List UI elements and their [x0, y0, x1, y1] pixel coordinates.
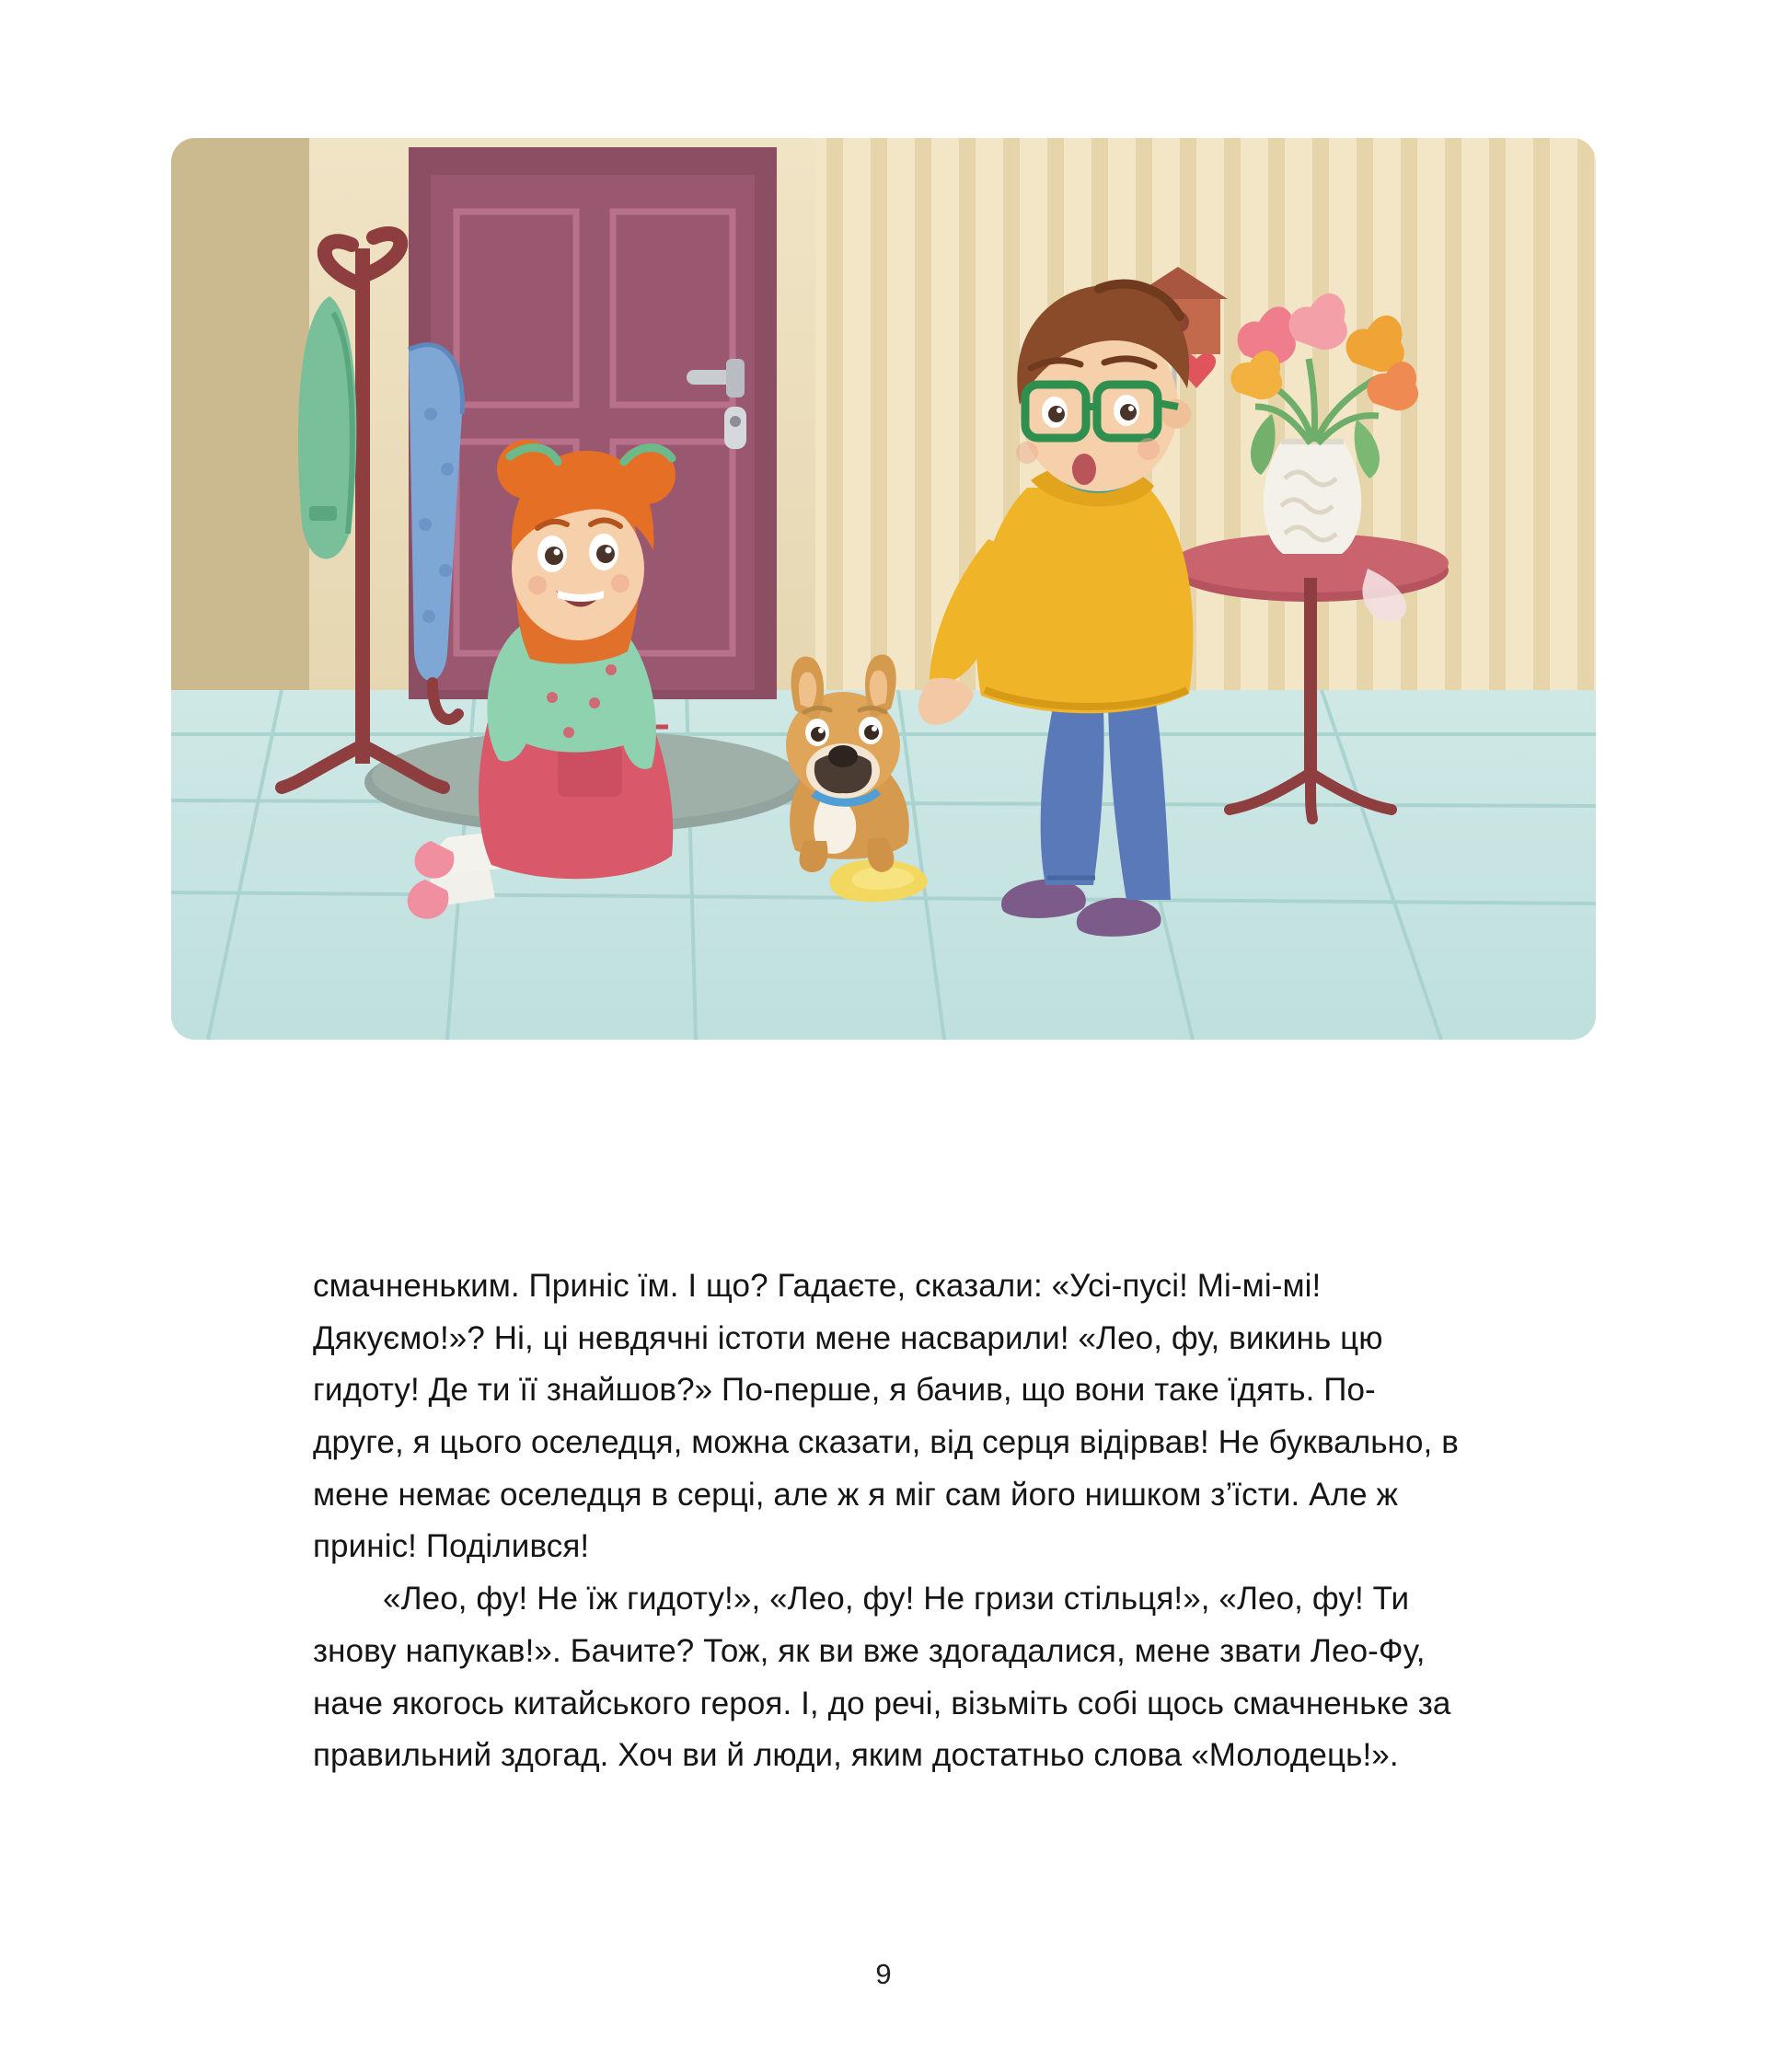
- illustration-container: [171, 138, 1596, 1040]
- hallway-illustration: [171, 138, 1596, 1040]
- body-text: [313, 1260, 1463, 1782]
- illustration-artwork: [171, 138, 1596, 1040]
- paragraph-1: смачненьким. Приніс їм. І що? Гадаєте, сказали: «Усі-пусі! Мі-мі-мі! Дякуємо!»? Ні, ці невдячні істоти мене насварили! «Лео, фу, викинь цю гидоту! Де ти її знайшов?» По-перше, я бачив, що вони таке їдять. По-друге, я цього оселедця, можна сказати, від серця відірвав! Не буквально, в мене немає оселедця в серці, але ж я міг сам його нишком з’їсти. Але ж приніс! Поділився!: [313, 1268, 1459, 1565]
- paragraph-2: «Лео, фу! Не їж гидоту!», «Лео, фу! Не гризи стільця!», «Лео, фу! Ти знову напукав!». Бачите? Тож, як ви вже здогадалися, мене звати Лео-Фу, наче якогось китайського героя. І, до речі, візьміть собі щось смачненьке за правильний здогад. Хоч ви й люди, яким достатньо слова «Молодець!».: [313, 1581, 1451, 1774]
- page-number: 9: [875, 1958, 892, 1990]
